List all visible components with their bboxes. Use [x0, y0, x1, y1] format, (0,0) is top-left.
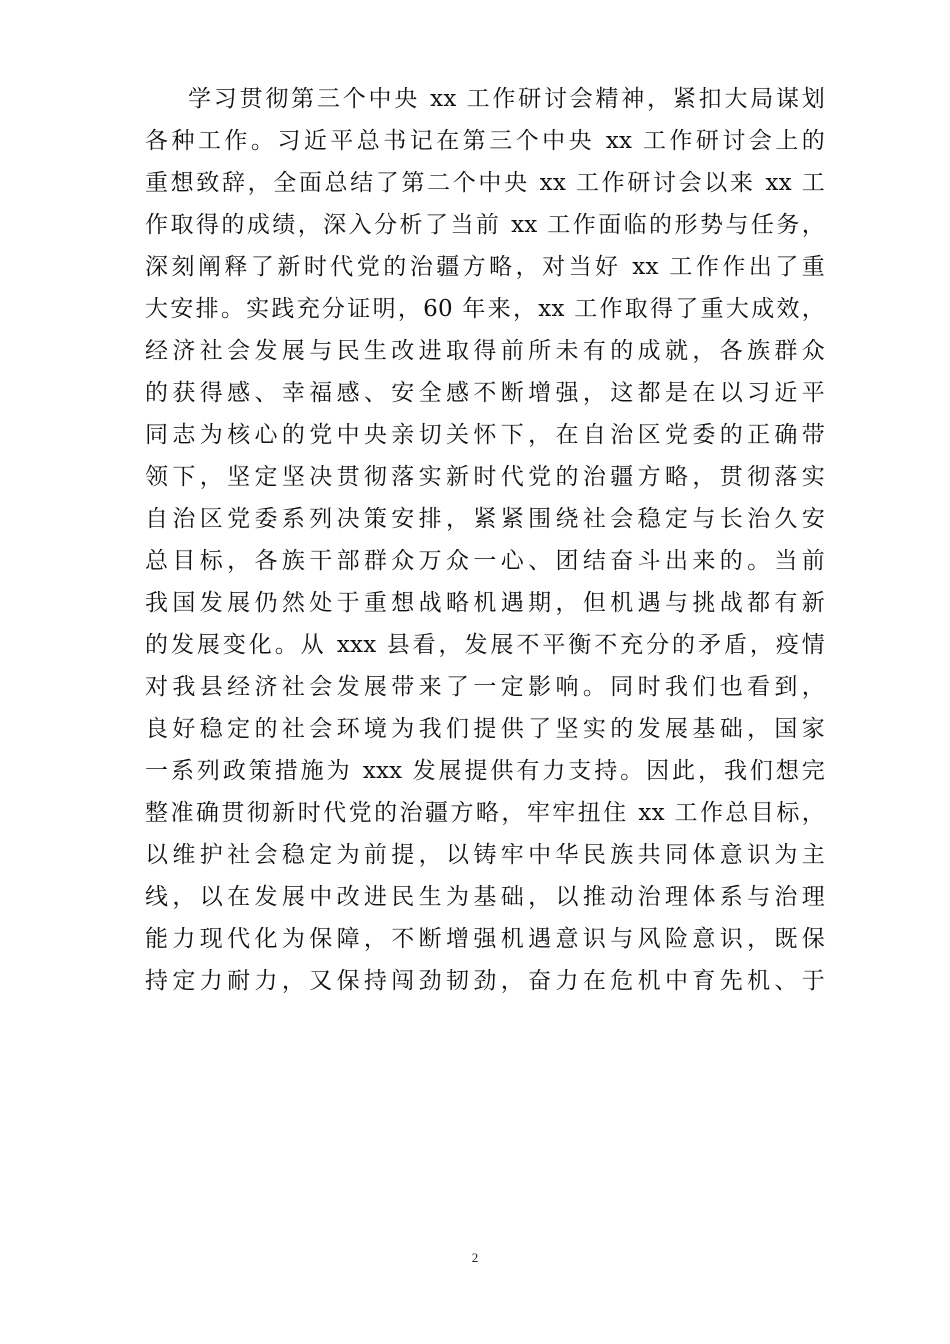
text-line: 各种工作。习近平总书记在第三个中央 xx 工作研讨会上的: [145, 128, 825, 154]
text-line: 作取得的成绩，深入分析了当前 xx 工作面临的形势与任务，: [145, 212, 825, 238]
text-line: 同志为核心的党中央亲切关怀下，在自治区党委的正确带: [145, 422, 825, 448]
text-line: 领下，坚定坚决贯彻落实新时代党的治疆方略，贯彻落实: [145, 464, 825, 490]
text-line: 总目标，各族干部群众万众一心、团结奋斗出来的。当前: [145, 548, 825, 574]
text-line: 大安排。实践充分证明，60 年来，xx 工作取得了重大成效，: [145, 296, 825, 322]
text-line: 对我县经济社会发展带来了一定影响。同时我们也看到，: [145, 674, 825, 700]
text-line: 自治区党委系列决策安排，紧紧围绕社会稳定与长治久安: [145, 506, 825, 532]
text-line: 的获得感、幸福感、安全感不断增强，这都是在以习近平: [145, 380, 825, 406]
page-number: 2: [471, 1250, 479, 1265]
text-line: 线，以在发展中改进民生为基础，以推动治理体系与治理: [145, 884, 825, 910]
text-line: 能力现代化为保障，不断增强机遇意识与风险意识，既保: [145, 926, 825, 952]
text-line: 一系列政策措施为 xxx 发展提供有力支持。因此，我们想完: [145, 758, 825, 784]
text-line: 深刻阐释了新时代党的治疆方略，对当好 xx 工作作出了重: [145, 254, 825, 280]
text-line: 经济社会发展与民生改进取得前所未有的成就，各族群众: [145, 338, 825, 364]
text-line: 持定力耐力，又保持闯劲韧劲，奋力在危机中育先机、于: [145, 968, 825, 994]
text-line: 重想致辞，全面总结了第二个中央 xx 工作研讨会以来 xx 工: [145, 170, 825, 196]
text-line: 以维护社会稳定为前提，以铸牢中华民族共同体意识为主: [145, 842, 825, 868]
body-paragraph: [145, 78, 825, 1002]
text-line: 的发展变化。从 xxx 县看，发展不平衡不充分的矛盾，疫情: [145, 632, 825, 658]
text-line: 良好稳定的社会环境为我们提供了坚实的发展基础，国家: [145, 716, 825, 742]
text-line: 整准确贯彻新时代党的治疆方略，牢牢扭住 xx 工作总目标，: [145, 800, 825, 826]
text-line: 我国发展仍然处于重想战略机遇期，但机遇与挑战都有新: [145, 590, 825, 616]
text-line: 学习贯彻第三个中央 xx 工作研讨会精神，紧扣大局谋划: [188, 86, 825, 112]
